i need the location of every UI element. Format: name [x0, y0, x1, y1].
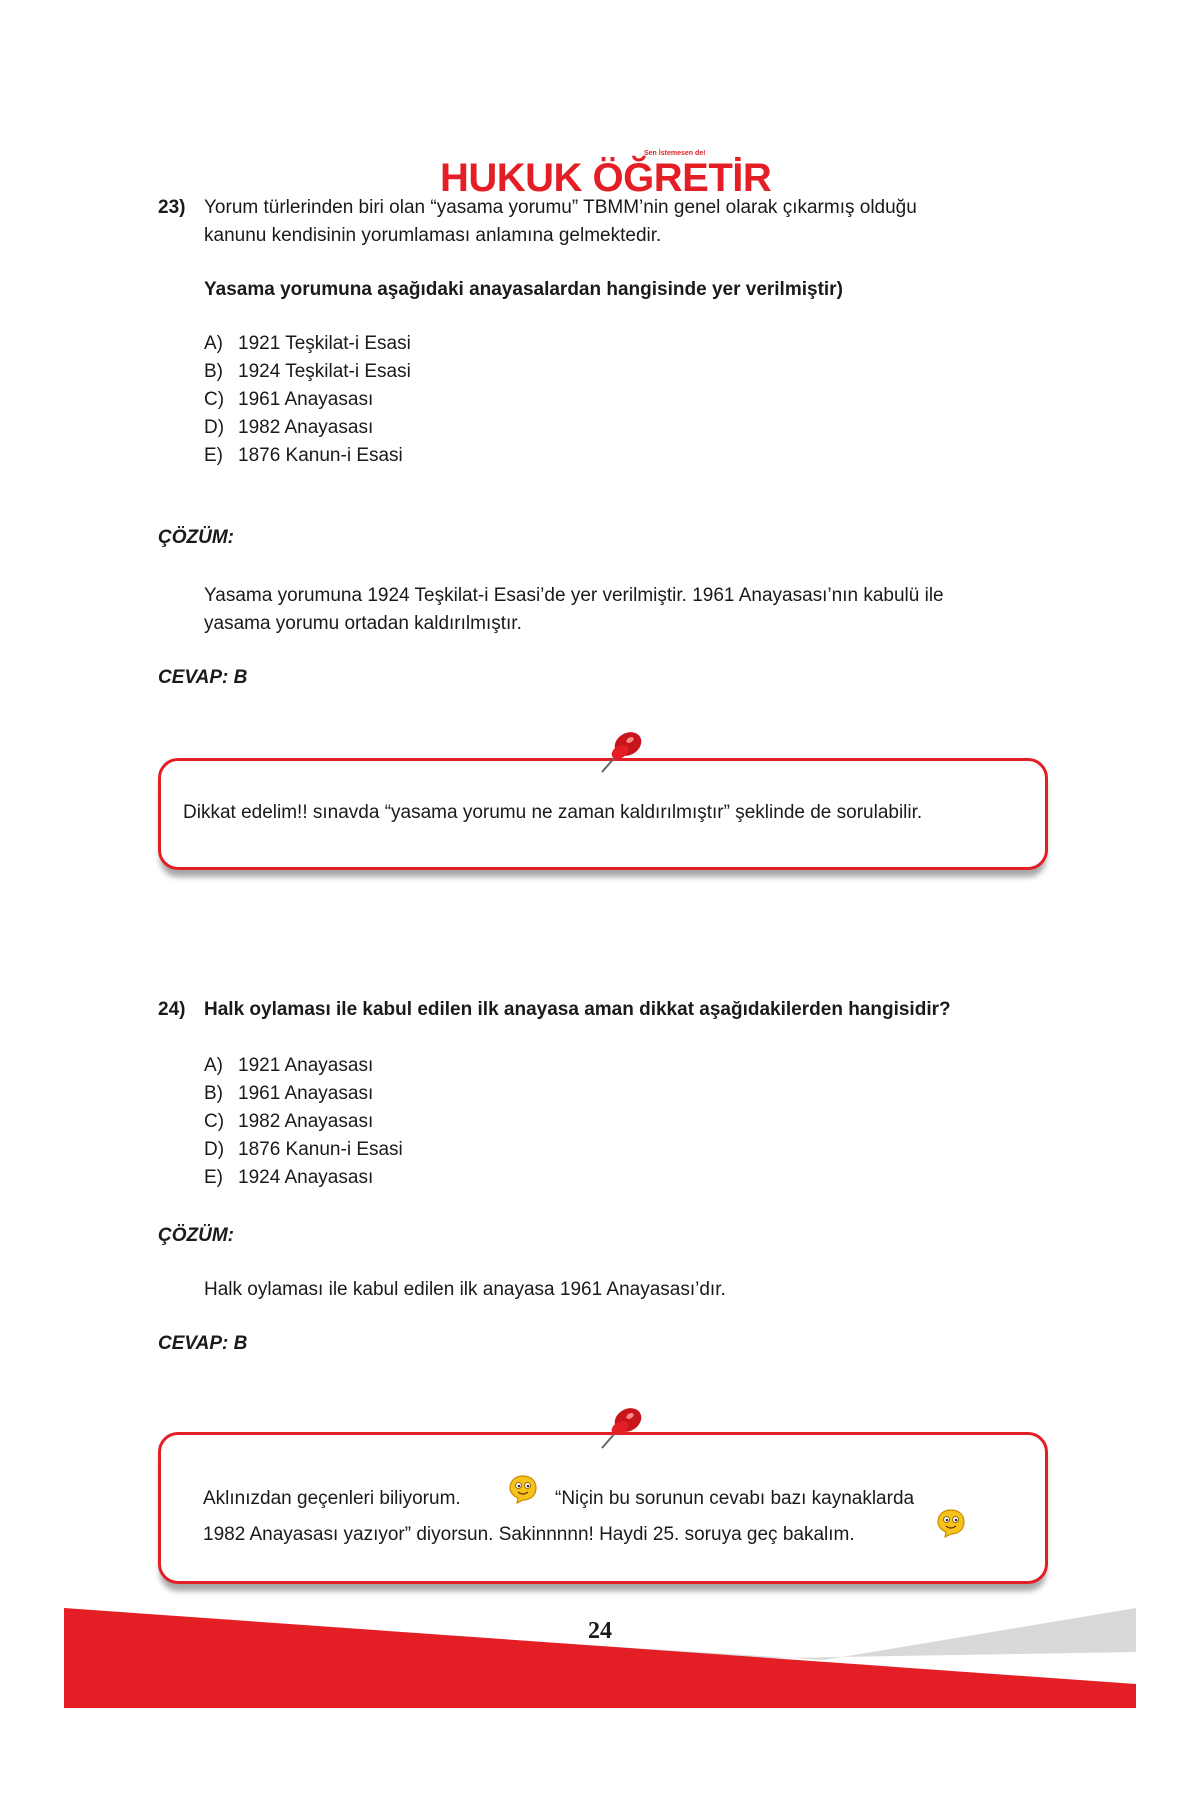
answer-24: CEVAP: B: [158, 1333, 248, 1354]
question-23-text-line1: Yorum türlerinden biri olan “yasama yorumu” TBMM’nin genel olarak çıkarmış olduğu: [204, 197, 917, 218]
footer-banner: [64, 1588, 1136, 1708]
option-d[interactable]: D) 1982 Anayasası: [204, 417, 374, 438]
option-e[interactable]: E) 1876 Kanun-i Esasi: [204, 445, 403, 466]
solution-23-line2: yasama yorumu ortadan kaldırılmıştır.: [204, 613, 522, 634]
question-24-options: [204, 1052, 403, 1192]
question-23-number: 23): [158, 197, 186, 218]
note-tip-line2: 1982 Anayasası yazıyor” diyorsun. Sakinnnnn! Haydi 25. soruya geç bakalım.: [203, 1524, 855, 1545]
option-a[interactable]: A) 1921 Teşkilat-i Esasi: [204, 333, 411, 354]
question-24-number: 24): [158, 999, 186, 1020]
solution-label-24: ÇÖZÜM:: [158, 1225, 234, 1246]
answer-23: CEVAP: B: [158, 667, 248, 688]
question-24-prompt: Halk oylaması ile kabul edilen ilk anayasa aman dikkat aşağıdakilerden hangisidir?: [204, 999, 951, 1020]
option-b[interactable]: B) 1924 Teşkilat-i Esasi: [204, 361, 411, 382]
option-b[interactable]: B) 1961 Anayasası: [204, 1083, 374, 1104]
question-23-text-line2: kanunu kendisinin yorumlaması anlamına gelmektedir.: [204, 225, 662, 246]
option-c[interactable]: C) 1961 Anayasası: [204, 389, 374, 410]
option-e[interactable]: E) 1924 Anayasası: [204, 1167, 374, 1188]
logo: [440, 148, 770, 198]
option-d[interactable]: D) 1876 Kanun-i Esasi: [204, 1139, 403, 1160]
smiley-icon: [508, 1474, 538, 1504]
page-number: 24: [588, 1618, 612, 1644]
push-pin-icon: [594, 1402, 646, 1454]
logo-title: HUKUK ÖĞRETİR: [440, 156, 772, 200]
note-tip-part2: “Niçin bu sorunun cevabı bazı kaynaklarda: [555, 1488, 915, 1509]
option-c[interactable]: C) 1982 Anayasası: [204, 1111, 374, 1132]
note-box-tip: [158, 1432, 1048, 1584]
solution-24-text: Halk oylaması ile kabul edilen ilk anayasa 1961 Anayasası’dır.: [204, 1279, 726, 1300]
smiley-icon: [936, 1508, 966, 1538]
option-a[interactable]: A) 1921 Anayasası: [204, 1055, 374, 1076]
question-23-options: [204, 330, 411, 470]
push-pin-icon: [594, 726, 646, 778]
solution-label-23: ÇÖZÜM:: [158, 527, 234, 548]
solution-23-line1: Yasama yorumuna 1924 Teşkilat-i Esasi’de yer verilmiştir. 1961 Anayasası’nın kabulü ile: [204, 585, 944, 606]
note-tip-part1: Aklınızdan geçenleri biliyorum.: [203, 1488, 461, 1509]
question-23-prompt: Yasama yorumuna aşağıdaki anayasalardan hangisinde yer verilmiştir): [204, 279, 843, 300]
note-warning-text: Dikkat edelim!! sınavda “yasama yorumu ne zaman kaldırılmıştır” şeklinde de sorulabilir.: [183, 802, 923, 823]
logo-tagline: Sen İstemesen de!: [644, 150, 706, 157]
